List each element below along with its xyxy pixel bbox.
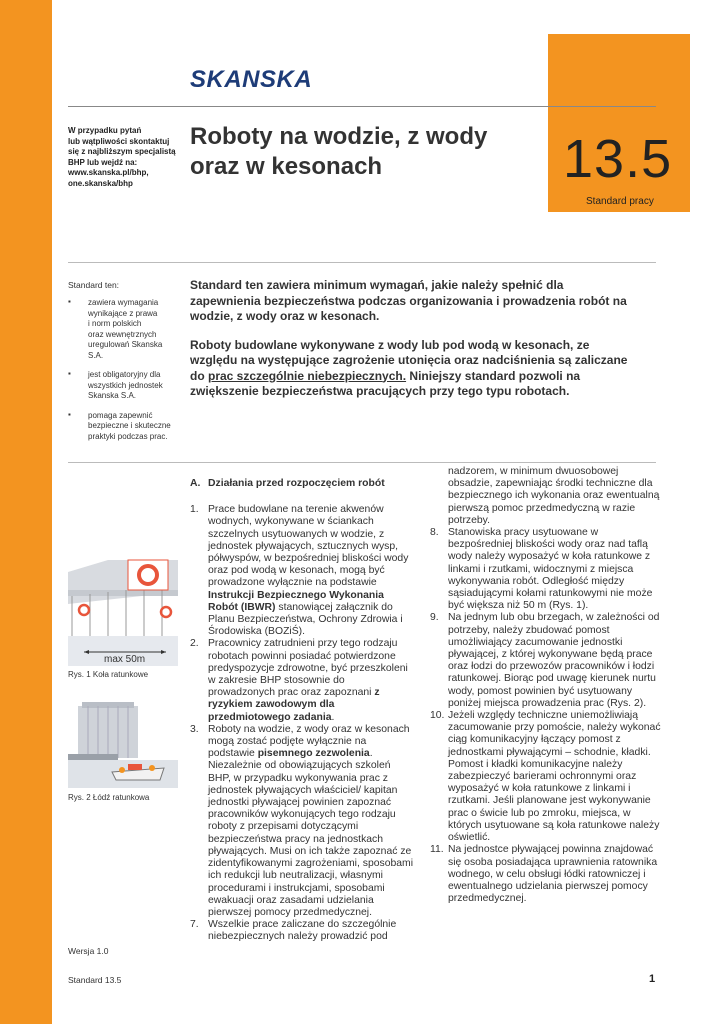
item-continuation: nadzorem, w minimum dwuosobowej obsadzie, zapewniając środki techniczne dla bezpiecznego ich wykonania oraz ewentualną pierwszą pomoc przedmedyczną w razie potrzeby. <box>448 466 660 526</box>
item-text: stanowiącej załącznik do Planu Bezpieczeństwa, Ochrony Zdrowia i Środowiska (BOZiŚ). <box>208 601 403 638</box>
header-divider <box>68 106 656 107</box>
footer-standard: Standard 13.5 <box>68 975 122 985</box>
item-text: Na jednostce pływającej powinna znajdować się osoba posiadająca uprawnienia ratownika wodnego, w celu obsługi łódki ratowniczej i ewentualnego udzielania pierwszej pomocy przedmedycznej. <box>448 844 658 905</box>
list-item <box>430 527 665 612</box>
item-number: 3. <box>190 723 199 735</box>
standard-label: Standard pracy <box>586 196 654 207</box>
standard-number: 13.5 <box>563 129 673 189</box>
left-accent-bar <box>0 0 52 1024</box>
sidebar-label: Standard ten: <box>68 280 120 290</box>
contact-info <box>68 126 180 189</box>
title-line: Roboty na wodzie, z wody <box>190 123 488 150</box>
contact-link[interactable]: one.skanska/bhp <box>68 178 133 188</box>
contact-line: lub wątpliwości skontaktuj <box>68 136 170 146</box>
list-item <box>430 612 665 710</box>
item-number: 1. <box>190 504 199 516</box>
intro-paragraph: Standard ten zawiera minimum wymagań, jakie należy spełnić dla zapewnienia bezpieczeństwa podczas organizowania i prowadzenia robót na wodzie, z wody oraz w kesonach. <box>190 278 627 323</box>
intro-paragraph <box>190 338 630 400</box>
title-line: oraz w kesonach <box>190 153 383 180</box>
sidebar-line: uregulowań Skanska S.A. <box>88 340 163 360</box>
sidebar-item <box>68 298 178 361</box>
section-title: Działania przed rozpoczęciem robót <box>208 478 385 489</box>
sidebar-item <box>68 411 178 443</box>
life-buoy-figure <box>68 532 178 666</box>
list-item <box>190 919 414 943</box>
footer-version: Wersja 1.0 <box>68 946 109 956</box>
page-title <box>190 122 520 182</box>
rescue-boat-figure <box>68 698 178 788</box>
sidebar-line: wynikające z prawa <box>88 308 158 318</box>
distance-label: max 50m <box>104 654 146 665</box>
sidebar-line: wszystkich jednostek <box>88 380 163 390</box>
intro-text-part: Niniejszy standard pozwoli na zwiększenie bezpieczeństwa pracujących przy tego typu robotach. <box>190 368 581 398</box>
list-item <box>190 724 414 919</box>
item-text: . Niezależnie od obowiązujących szkoleń BHP, w przypadku wykonywania prac z jednostek pływających właściciel/ kapitan jednostki pływającej powinien zapoznać pracowników wykonujących tego rodzaju roboty z przepisami dotyczącymi bezpieczeństwa pracy na jednostkach pływających. Musi on ich także zapoznać ze zidentyfikowanymi zagrożeniami, sposobami ich redukcji lub neutralizacji, własnymi procedurami i instrukcjami, sposobami ewakuacji oraz zasadami udzielania pierwszej pomocy przedmedycznej. <box>208 748 414 918</box>
item-text: . <box>331 711 335 723</box>
section-divider <box>68 462 656 463</box>
sidebar-line: Skanska S.A. <box>88 391 137 400</box>
sidebar-item <box>68 370 178 402</box>
item-text: Wszelkie prace zaliczane do szczególnie niebezpiecznych należy prowadzić pod <box>208 919 397 943</box>
item-bold: Instrukcji Bezpiecznego Wykonania Robót (IBWR) <box>208 589 384 613</box>
contact-line: BHP lub wejdź na: <box>68 157 138 167</box>
item-number: 10. <box>430 710 445 722</box>
section-divider <box>68 262 656 263</box>
content-column-right <box>430 466 665 905</box>
sidebar-line: praktyki podczas prac. <box>88 431 168 441</box>
item-text: Roboty na wodzie, z wody oraz w kesonach mogą zostać podjęte wyłącznie na podstawie <box>208 723 410 760</box>
section-letter: A. <box>190 478 201 489</box>
item-number: 11. <box>430 844 444 856</box>
sidebar-list <box>68 298 178 451</box>
list-item <box>190 504 414 638</box>
item-bold: pisemnego zezwolenia <box>257 748 370 760</box>
figure-caption: Rys. 1 Koła ratunkowe <box>68 670 149 679</box>
skanska-logo: SKANSKA <box>190 66 313 93</box>
item-number: 2. <box>190 638 199 650</box>
item-text: Stanowiska pracy usytuowane w bezpośredniej bliskości wody oraz nad taflą wody należy wyposażyć w koła ratunkowe z linkami i rzutkami, widocznymi z miejsca wykonywania robót. Odległość między sąsiadującymi kołami ratunkowymi nie może być większa niż 50 m (Rys. 1). <box>448 527 653 612</box>
item-text: Jeżeli względy techniczne uniemożliwiają zacumowanie przy pomoście, należy wykonać ciąg komunikacyjny łączący pomost z jednostkami pływającymi – schodnie, kładki. Pomost i kładki komunikacyjne należy zabezpieczyć barierami ochronnymi oraz wyposażyć w koła ratunkowe z linkami i rzutkami. Jeśli planowane jest wykonywanie prac o świcie lub po zmroku, miejsca, w których usytuowane są koła ratunkowe należy oświetlić. <box>448 710 661 844</box>
contact-link[interactable]: www.skanska.pl/bhp, <box>68 168 149 177</box>
item-number: 9. <box>430 612 439 624</box>
intro-text <box>190 278 630 413</box>
sidebar-line: ▪ jest obligatoryjny dla <box>88 370 161 379</box>
item-number: 8. <box>430 527 439 539</box>
list-item <box>430 710 665 844</box>
item-text: Na jednym lub obu brzegach, w zależności od potrzeby, należy zbudować pomost umożliwiający zacumowanie jednostki pływającej, z której wykonywane będą prace oraz łodzi do przewozów pracowników i łodzi ratunkowej. Biorąc pod uwagę kierunek nurtu wody, pomost powinien być usytuowany poniżej miejsca prowadzenia prac (Rys. 2). <box>448 612 660 709</box>
sidebar-line: i norm polskich <box>88 319 142 328</box>
item-text: Prace budowlane na terenie akwenów wodnych, wykonywane w ściankach szczelnych usytuowanych w wodzie, z jednostek pływających, sztucznych wysp, półwyspów, w bezpośredniej bliskości wody oraz pod wodą w kesonach, mogą być prowadzone wyłącznie na podstawie <box>208 504 409 589</box>
sidebar-line: oraz wewnętrznych <box>88 329 157 339</box>
contact-line: W przypadku pytań <box>68 126 142 135</box>
list-item <box>430 844 665 905</box>
item-bold: z ryzykiem zawodowym dla przedmiotowego zadania <box>208 687 380 723</box>
content-column-left <box>190 478 414 944</box>
dangerous-work-link[interactable]: prac szczególnie niebezpiecznych. <box>208 368 407 383</box>
list-item <box>190 638 414 723</box>
sidebar-line: bezpieczne i skuteczne <box>88 421 171 430</box>
sidebar-line: ▪ zawiera wymagania <box>88 298 159 307</box>
contact-line: się z najbliższym specjalistą <box>68 147 176 156</box>
sidebar-line: ▪ pomaga zapewnić <box>88 410 153 420</box>
item-text: Pracownicy zatrudnieni przy tego rodzaju robotach powinni posiadać potwierdzone predyspozycje zdrowotne, być przeszkoleni w zakresie BHP stosownie do prowadzonych prac oraz zapoznani <box>208 638 408 699</box>
figure-caption: Rys. 2 Łódź ratunkowa <box>68 793 150 802</box>
item-number: 7. <box>190 919 199 931</box>
intro-text-part: Roboty budowlane wykonywane z wody lub pod wodą w kesonach, ze względu na występujące zagrożenie utonięcia oraz nadciśnienia są zaliczane do <box>190 337 628 383</box>
section-heading <box>190 478 414 490</box>
page-number: 1 <box>649 973 656 985</box>
